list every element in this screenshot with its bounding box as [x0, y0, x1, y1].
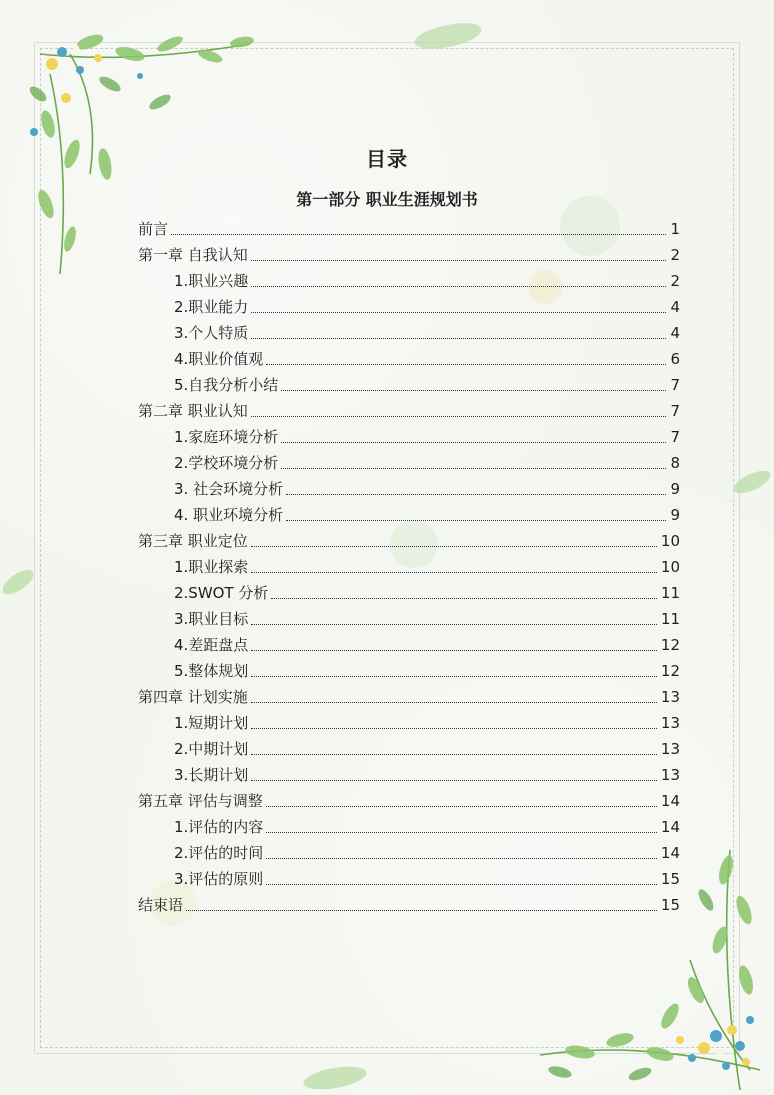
toc-list [138, 216, 680, 918]
toc-entry-label: 1.家庭环境分析 [174, 428, 279, 446]
toc-entry-page: 15 [660, 870, 680, 888]
toc-entry-label: 4.差距盘点 [174, 636, 249, 654]
toc-entry-label: 3.评估的原则 [174, 870, 264, 888]
dot-leader [266, 363, 666, 365]
toc-entry-label: 第二章 职业认知 [138, 402, 248, 420]
toc-entry[interactable] [138, 892, 680, 918]
toc-entry[interactable] [138, 216, 680, 242]
toc-entry-label: 第三章 职业定位 [138, 532, 248, 550]
toc-entry[interactable] [138, 684, 680, 710]
toc-entry-label: 结束语 [138, 896, 184, 914]
toc-entry-page: 13 [660, 766, 680, 784]
leaf-icon [300, 1062, 370, 1094]
toc-entry[interactable] [138, 762, 680, 788]
dot-leader [286, 493, 666, 495]
dot-leader [251, 545, 657, 547]
toc-entry[interactable] [138, 632, 680, 658]
toc-entry-label: 3.职业目标 [174, 610, 249, 628]
toc-entry-page: 4 [670, 324, 680, 342]
dot-leader [281, 441, 666, 443]
toc-entry-label: 4. 职业环境分析 [174, 506, 284, 524]
toc-entry[interactable] [138, 736, 680, 762]
toc-entry-page: 7 [670, 402, 680, 420]
toc-entry-label: 2.评估的时间 [174, 844, 264, 862]
toc-entry-label: 1.职业兴趣 [174, 272, 249, 290]
toc-entry-label: 5.整体规划 [174, 662, 249, 680]
dot-leader [266, 805, 657, 807]
toc-entry-label: 4.职业价值观 [174, 350, 264, 368]
toc-entry-page: 15 [660, 896, 680, 914]
dot-leader [251, 337, 666, 339]
toc-entry-label: 1.短期计划 [174, 714, 249, 732]
toc-entry-page: 13 [660, 740, 680, 758]
toc-entry-page: 13 [660, 688, 680, 706]
toc-entry-page: 10 [660, 558, 680, 576]
toc-entry-page: 8 [670, 454, 680, 472]
toc-entry-page: 7 [670, 428, 680, 446]
toc-entry-page: 13 [660, 714, 680, 732]
toc-entry[interactable] [138, 424, 680, 450]
toc-entry-page: 2 [670, 246, 680, 264]
dot-leader [281, 389, 666, 391]
toc-entry-label: 2.SWOT 分析 [174, 584, 269, 602]
toc-entry-label: 3. 社会环境分析 [174, 480, 284, 498]
toc-entry[interactable] [138, 398, 680, 424]
dot-leader [251, 675, 657, 677]
toc-entry-label: 第四章 计划实施 [138, 688, 248, 706]
toc-entry[interactable] [138, 476, 680, 502]
toc-entry-label: 3.长期计划 [174, 766, 249, 784]
dot-leader [266, 857, 657, 859]
toc-entry-page: 12 [660, 636, 680, 654]
toc-entry[interactable] [138, 658, 680, 684]
toc-entry-label: 2.职业能力 [174, 298, 249, 316]
toc-entry-label: 第五章 评估与调整 [138, 792, 263, 810]
toc-entry-label: 2.学校环境分析 [174, 454, 279, 472]
toc-entry-page: 1 [670, 220, 680, 238]
part-title: 第一部分 职业生涯规划书 [296, 190, 478, 209]
dot-leader [286, 519, 666, 521]
toc-entry-label: 5.自我分析小结 [174, 376, 279, 394]
toc-entry[interactable] [138, 840, 680, 866]
dot-leader [251, 649, 657, 651]
leaf-icon [730, 462, 774, 502]
toc-title: 目录 [366, 147, 408, 171]
toc-entry-label: 1.评估的内容 [174, 818, 264, 836]
toc-entry-page: 11 [660, 610, 680, 628]
dot-leader [251, 701, 657, 703]
dot-leader [251, 259, 667, 261]
toc-entry[interactable] [138, 294, 680, 320]
toc-entry[interactable] [138, 554, 680, 580]
dot-leader [251, 285, 666, 287]
toc-entry-page: 10 [660, 532, 680, 550]
dot-leader [251, 571, 657, 573]
dot-leader [251, 753, 657, 755]
dot-leader [251, 623, 657, 625]
dot-leader [251, 311, 666, 313]
toc-entry[interactable] [138, 580, 680, 606]
toc-entry-label: 第一章 自我认知 [138, 246, 248, 264]
toc-entry[interactable] [138, 710, 680, 736]
toc-entry[interactable] [138, 788, 680, 814]
dot-leader [171, 233, 666, 235]
toc-entry-page: 14 [660, 844, 680, 862]
toc-entry-page: 14 [660, 818, 680, 836]
dot-leader [251, 779, 657, 781]
toc-entry-label: 1.职业探索 [174, 558, 249, 576]
toc-entry-page: 12 [660, 662, 680, 680]
toc-entry-label: 2.中期计划 [174, 740, 249, 758]
leaf-icon [0, 560, 40, 604]
toc-entry[interactable] [138, 268, 680, 294]
toc-entry-page: 9 [670, 480, 680, 498]
toc-entry-label: 前言 [138, 220, 169, 238]
dot-leader [251, 415, 667, 417]
toc-entry-page: 4 [670, 298, 680, 316]
toc-entry-page: 2 [670, 272, 680, 290]
toc-entry[interactable] [138, 502, 680, 528]
toc-entry[interactable] [138, 346, 680, 372]
toc-entry-page: 11 [660, 584, 680, 602]
dot-leader [271, 597, 657, 599]
toc-entry-label: 3.个人特质 [174, 324, 249, 342]
toc-entry-page: 6 [670, 350, 680, 368]
dot-leader [266, 831, 657, 833]
toc-entry[interactable] [138, 528, 680, 554]
toc-entry[interactable] [138, 242, 680, 268]
toc-entry[interactable] [138, 814, 680, 840]
leaf-icon [408, 14, 488, 54]
dot-leader [186, 909, 657, 911]
toc-entry[interactable] [138, 372, 680, 398]
toc-entry[interactable] [138, 866, 680, 892]
toc-entry[interactable] [138, 450, 680, 476]
toc-entry-page: 14 [660, 792, 680, 810]
dot-leader [251, 727, 657, 729]
toc-entry[interactable] [138, 320, 680, 346]
toc-entry-page: 9 [670, 506, 680, 524]
toc-entry-page: 7 [670, 376, 680, 394]
dot-leader [281, 467, 666, 469]
dot-leader [266, 883, 657, 885]
toc-entry[interactable] [138, 606, 680, 632]
